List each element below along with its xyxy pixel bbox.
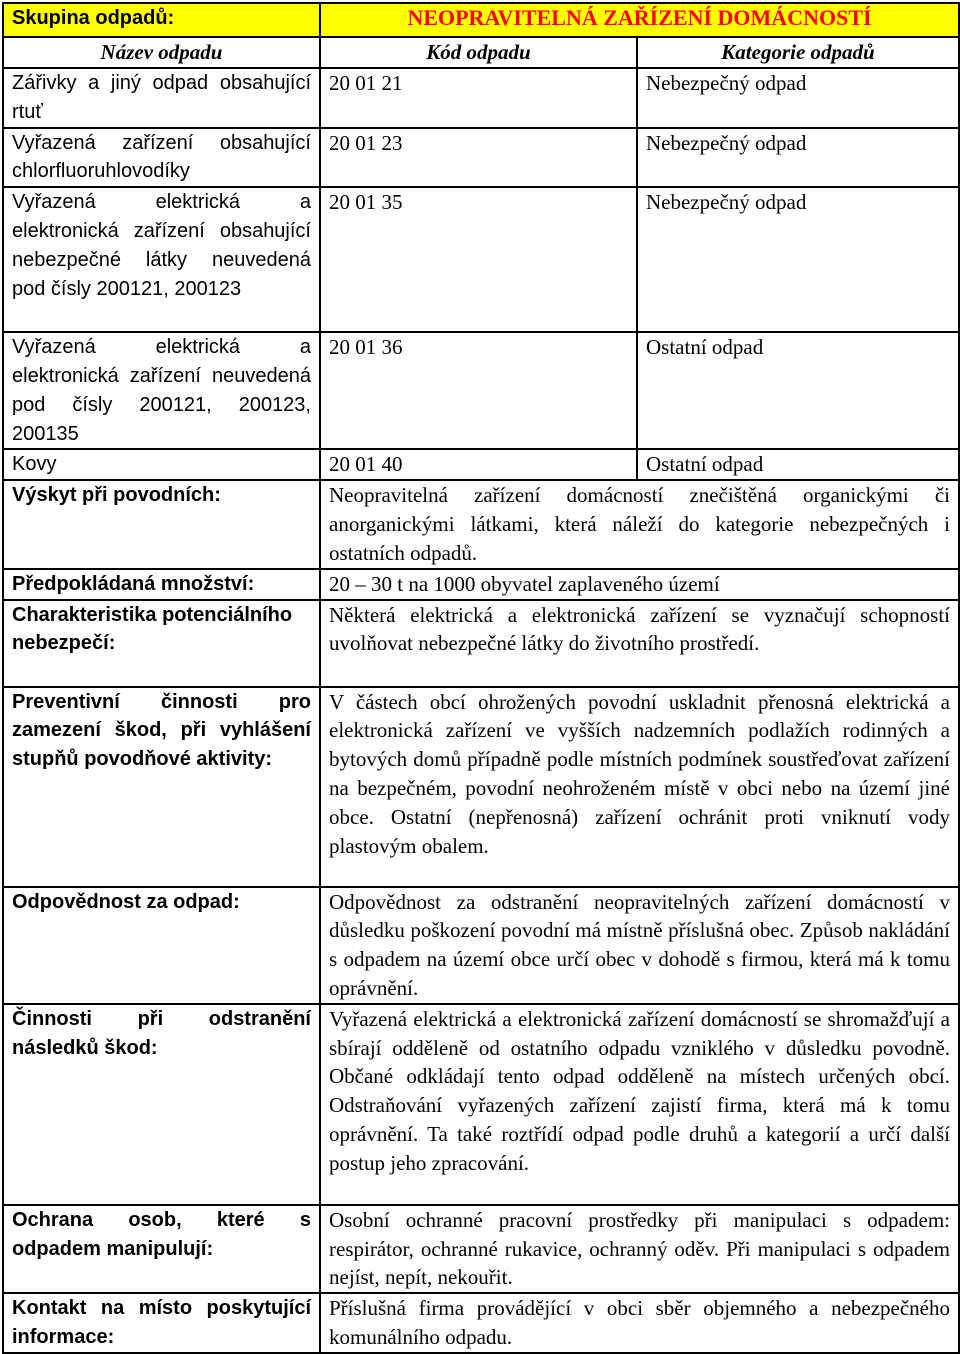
detail-text: Vyřazená elektrická a elektronická zařízení domácností se shromažďují a sbírají odděleně od ostatního odpadu vzniklého v důsledku povodně. Občané odkládají tento odpad odděleně na místech určených obcí. Odstraňování vyřazených zařízení zajistí firma, která má k tomu oprávnění. Ta také roztřídí odpad podle druhů a kategorií a určí další postup jeho zpracování.: [320, 1004, 959, 1205]
detail-text: Některá elektrická a elektronická zařízení se vyznačují schopností uvolňovat nebezpečné látky do životního prostředí.: [320, 600, 959, 687]
detail-text: Osobní ochranné pracovní prostředky při manipulaci s odpadem: respirátor, ochranné rukavice, ochranný oděv. Při manipulaci s odpadem nejíst, nepít, nekouřit.: [320, 1205, 959, 1293]
waste-row: [3, 187, 959, 332]
waste-code: 20 01 35: [320, 187, 637, 332]
column-header-code: Kód odpadu: [320, 37, 637, 68]
waste-row: [3, 449, 959, 480]
waste-category: Ostatní odpad: [637, 449, 959, 480]
waste-name: Kovy: [3, 449, 320, 480]
detail-row-prevention: [3, 687, 959, 887]
detail-label: Odpovědnost za odpad:: [3, 887, 320, 1004]
waste-name: Vyřazená elektrická a elektronická zařízení neuvedená pod čísly 200121, 200123, 200135: [3, 332, 320, 449]
waste-row: [3, 332, 959, 449]
column-header-name: Název odpadu: [3, 37, 320, 68]
column-header-row: [3, 37, 959, 68]
detail-text: Odpovědnost za odstranění neopravitelných zařízení domácností v důsledku poškození povodní má místně příslušná obec. Způsob nakládání s odpadem na území obce určí obec v dohodě s firmou, která má k tomu oprávnění.: [320, 887, 959, 1004]
detail-row-protection: [3, 1205, 959, 1293]
group-value: NEOPRAVITELNÁ ZAŘÍZENÍ DOMÁCNOSTÍ: [320, 3, 959, 37]
waste-category: Nebezpečný odpad: [637, 187, 959, 332]
detail-text: V částech obcí ohrožených povodní uskladnit přenosná elektrická a elektronická zařízení ve vyšších nadzemních podlažích rodinných a bytových domů případně podle místních podmínek soustřeďovat zařízení na bezpečném, povodní neohroženém místě v obci nebo na území jiné obce. Ostatní (nepřenosná) zařízení ochránit proti vniknutí vody plastovým obalem.: [320, 687, 959, 887]
detail-label: Kontakt na místo poskytující informace:: [3, 1293, 320, 1353]
group-header-row: [3, 3, 959, 37]
waste-name: Vyřazená elektrická a elektronická zařízení obsahující nebezpečné látky neuvedená pod čísly 200121, 200123: [3, 187, 320, 332]
detail-label: Předpokládaná množství:: [3, 569, 320, 600]
waste-name: Vyřazená zařízení obsahující chlorfluoruhlovodíky: [3, 128, 320, 188]
detail-row-quantity: [3, 569, 959, 600]
detail-label: Charakteristika potenciálního nebezpečí:: [3, 600, 320, 687]
detail-row-responsibility: [3, 887, 959, 1004]
waste-category: Nebezpečný odpad: [637, 128, 959, 188]
detail-text: Neopravitelná zařízení domácností znečištěná organickými či anorganickými látkami, která náleží do kategorie nebezpečných i ostatních odpadů.: [320, 480, 959, 568]
waste-category: Nebezpečný odpad: [637, 68, 959, 128]
waste-row: [3, 128, 959, 188]
waste-name: Zářivky a jiný odpad obsahující rtuť: [3, 68, 320, 128]
detail-label: Výskyt při povodních:: [3, 480, 320, 568]
detail-row-hazard: [3, 600, 959, 687]
detail-row-occurrence: [3, 480, 959, 568]
waste-row: [3, 68, 959, 128]
waste-code: 20 01 36: [320, 332, 637, 449]
detail-label: Ochrana osob, které s odpadem manipulují:: [3, 1205, 320, 1293]
waste-category: Ostatní odpad: [637, 332, 959, 449]
detail-label: Preventivní činnosti pro zamezení škod, při vyhlášení stupňů povodňové aktivity:: [3, 687, 320, 887]
column-header-category: Kategorie odpadů: [637, 37, 959, 68]
waste-code: 20 01 21: [320, 68, 637, 128]
detail-row-contact: [3, 1293, 959, 1353]
waste-code: 20 01 23: [320, 128, 637, 188]
waste-code: 20 01 40: [320, 449, 637, 480]
detail-row-cleanup: [3, 1004, 959, 1205]
detail-label: Činnosti při odstranění následků škod:: [3, 1004, 320, 1205]
group-label: Skupina odpadů:: [3, 3, 320, 37]
detail-text: Příslušná firma provádějící v obci sběr objemného a nebezpečného komunálního odpadu.: [320, 1293, 959, 1353]
detail-text: 20 – 30 t na 1000 obyvatel zaplaveného území: [320, 569, 959, 600]
waste-group-table: [2, 2, 960, 1354]
